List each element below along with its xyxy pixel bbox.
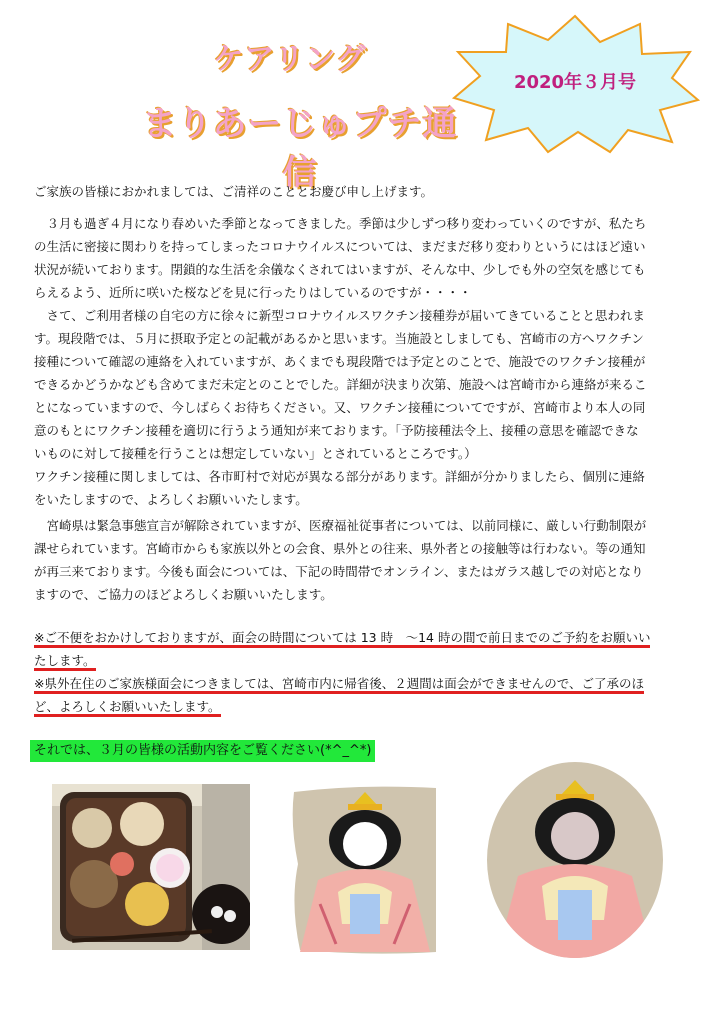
text-line: 宮崎県は緊急事態宣言が解除されていますが、医療福祉従事者については、以前同様に、厳しい行動制限が [34,518,647,533]
notice-text: ※県外在住のご家族様面会につきましては、宮崎市内に帰省後、２週間は面会ができませんので、ご了承のほ [34,676,644,694]
text-line: らえるよう、近所に咲いた桜などを見に行ったりはしているのですが・・・・ [34,285,472,300]
notice-text: ど、よろしくお願いいたします。 [34,699,221,717]
paragraph-restrictions [34,514,694,606]
text-line: の生活に密接に関わりを持ってしまったコロナウイルスについては、まだまだ移り変わりというにはほど遠い [34,239,646,254]
greeting-text: ご家族の皆様におかれましては、ご清祥のこととお慶び申し上げます。 [34,184,434,199]
notice-line [34,695,694,718]
hina-doll-image [290,784,440,956]
notice-line [34,626,694,649]
newsletter-title-line1: ケアリング [213,42,367,77]
text-line: 接種について確認の連絡を入れていますが、あくまでも現段階では予定とのことで、施設でのワクチン接種が [34,354,646,369]
text-line: ３月も過ぎ４月になり春めいた季節となってきました。季節は少しずつ移り変わっていくのですが、私たち [34,216,647,231]
text-line: す。現段階では、５月に摂取予定との記載があるかと思います。当施設としましても、宮崎市の方へワクチン [34,331,644,346]
hina-doll-image [484,760,666,960]
closing-highlight: それでは、３月の皆様の活動内容をご覧ください(*^_^*) [30,740,375,762]
text-line: とになっていますので、今しばらくお待ちください。又、ワクチン接種についてですが、宮崎市より本人の同 [34,400,646,415]
newsletter-title-line2: まりあーじゅプチ通信 [142,104,458,193]
text-line: 課せられています。宮崎市からも家族以外との会食、県外との往来、県外者との接触等は行わない。等の通知 [34,541,646,556]
notice-line [34,672,694,695]
text-line: 意のもとにワクチン接種を適切に行うよう通知が来ております。「予防接種法令上、接種の意思を確認できな [34,423,639,438]
notice-line [34,649,694,672]
paragraph-vaccine [34,212,694,511]
notice-text: ※ご不便をおかけしておりますが、面会の時間については 13 時 ～14 時の間で前日までのご予約をお願いい [34,630,650,648]
visiting-notices [34,626,694,718]
text-line: ますので、ご協力のほどよろしくお願いいたします。 [34,587,333,602]
notice-text: たします。 [34,653,96,671]
text-line: をいたしますので、よろしくお願いいたします。 [34,492,308,507]
text-line: ワクチン接種に関しましては、各市町村で対応が異なる部分があります。詳細が分かりましたら、個別に連絡 [34,469,645,484]
bento-food-image [52,784,250,950]
issue-date: 2020年３月号 [513,72,637,93]
text-line: できるかどうかなども含めてまだ未定とのことでした。詳細が決まり次第、施設へは宮崎市から連絡が来るこ [34,377,647,392]
greeting [34,180,694,203]
text-line: いものに対して接種を行うことは想定していない」とされているところです。） [34,446,477,461]
text-line: 状況が続いております。閉鎖的な生活を余儀なくされてはいますが、そんな中、少しでも外の空気を感じても [34,262,646,277]
text-line: が再三来ております。今後も面会については、下記の時間帯でオンライン、またはガラス越しでの対応となり [34,564,644,579]
text-line: さて、ご利用者様の自宅の方に徐々に新型コロナウイルスワクチン接種券が届いてきていることと思われま [34,308,645,323]
